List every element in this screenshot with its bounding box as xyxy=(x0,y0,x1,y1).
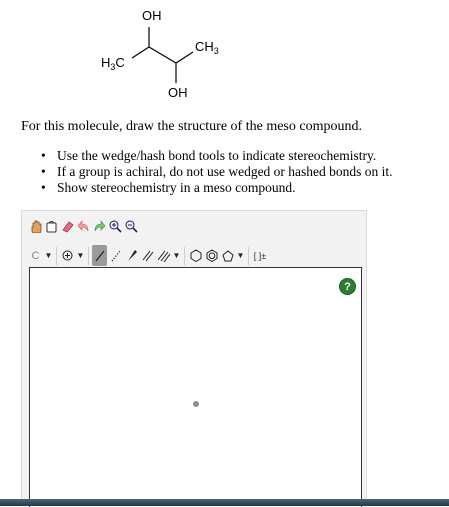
redo-icon xyxy=(93,220,106,233)
chevron-down-icon[interactable]: ▼ xyxy=(236,251,245,260)
wedge-bond-icon xyxy=(126,249,138,263)
atom-label: C xyxy=(31,249,40,262)
hand-icon xyxy=(30,220,42,233)
bracket-button[interactable] xyxy=(252,245,268,266)
triple-bond-button[interactable] xyxy=(156,245,171,266)
toolbar-divider xyxy=(88,247,89,265)
single-bond-button[interactable] xyxy=(92,245,107,266)
hash-bond-icon xyxy=(110,249,122,263)
benzene-icon xyxy=(206,249,218,262)
instruction-item: • Use the wedge/hash bond tools to indicate stereochemistry. xyxy=(39,148,393,164)
hexagon-icon xyxy=(190,249,202,262)
toolbar-row-1 xyxy=(28,216,139,237)
hand-tool-button[interactable] xyxy=(28,216,43,237)
oh-bottom-label: OH xyxy=(168,85,188,100)
question-text: For this molecule, draw the structure of the meso compound. xyxy=(21,119,362,134)
chevron-down-icon[interactable]: ▼ xyxy=(76,251,85,260)
toolbar-divider xyxy=(56,247,57,265)
double-bond-button[interactable] xyxy=(140,245,155,266)
pentagon-icon xyxy=(222,250,234,262)
bottom-bar xyxy=(0,499,449,506)
bond-c3-ch3 xyxy=(176,52,193,63)
oh-top-label: OH xyxy=(142,8,162,23)
structure-editor xyxy=(21,210,367,506)
ch3-label: $CH_3$ xyxy=(195,39,219,56)
bracket-label: [ ]± xyxy=(253,250,267,261)
zoom-out-button[interactable] xyxy=(124,216,139,237)
toolbar-divider xyxy=(184,247,185,265)
canvas-center-dot xyxy=(193,401,199,407)
help-button[interactable] xyxy=(339,278,356,295)
help-label: ? xyxy=(344,280,351,293)
atom-carbon-button[interactable] xyxy=(28,245,43,266)
eraser-button[interactable] xyxy=(60,216,75,237)
plus-circle-icon xyxy=(62,250,73,261)
instruction-list xyxy=(39,148,393,196)
charge-button[interactable] xyxy=(60,245,75,266)
molecule-structure xyxy=(0,0,449,110)
toolbar-divider xyxy=(248,247,249,265)
h3c-label: $H_3C$ xyxy=(101,55,125,72)
undo-icon xyxy=(77,220,90,233)
single-bond-icon xyxy=(94,249,106,263)
hash-bond-button[interactable] xyxy=(108,245,123,266)
redo-button[interactable] xyxy=(92,216,107,237)
bag-icon xyxy=(46,220,57,233)
pentagon-ring-button[interactable] xyxy=(220,245,235,266)
bond-c2-c3 xyxy=(149,47,176,63)
instruction-item: • If a group is achiral, do not use wedged or hashed bonds on it. xyxy=(39,164,393,180)
eraser-icon xyxy=(61,220,74,233)
chevron-down-icon[interactable]: ▼ xyxy=(44,251,53,260)
triple-bond-icon xyxy=(158,249,170,263)
zoom-in-icon xyxy=(109,220,122,233)
benzene-ring-button[interactable] xyxy=(204,245,219,266)
zoom-in-button[interactable] xyxy=(108,216,123,237)
double-bond-icon xyxy=(142,249,154,263)
hexagon-ring-button[interactable] xyxy=(188,245,203,266)
chevron-down-icon[interactable]: ▼ xyxy=(172,251,181,260)
instruction-item: • Show stereochemistry in a meso compound. xyxy=(39,180,393,196)
bond-ch3-c2 xyxy=(132,47,149,58)
select-bag-button[interactable] xyxy=(44,216,59,237)
wedge-bond-button[interactable] xyxy=(124,245,139,266)
zoom-out-icon xyxy=(125,220,138,233)
toolbar-row-2 xyxy=(28,245,268,266)
drawing-canvas[interactable] xyxy=(29,267,362,507)
undo-button[interactable] xyxy=(76,216,91,237)
